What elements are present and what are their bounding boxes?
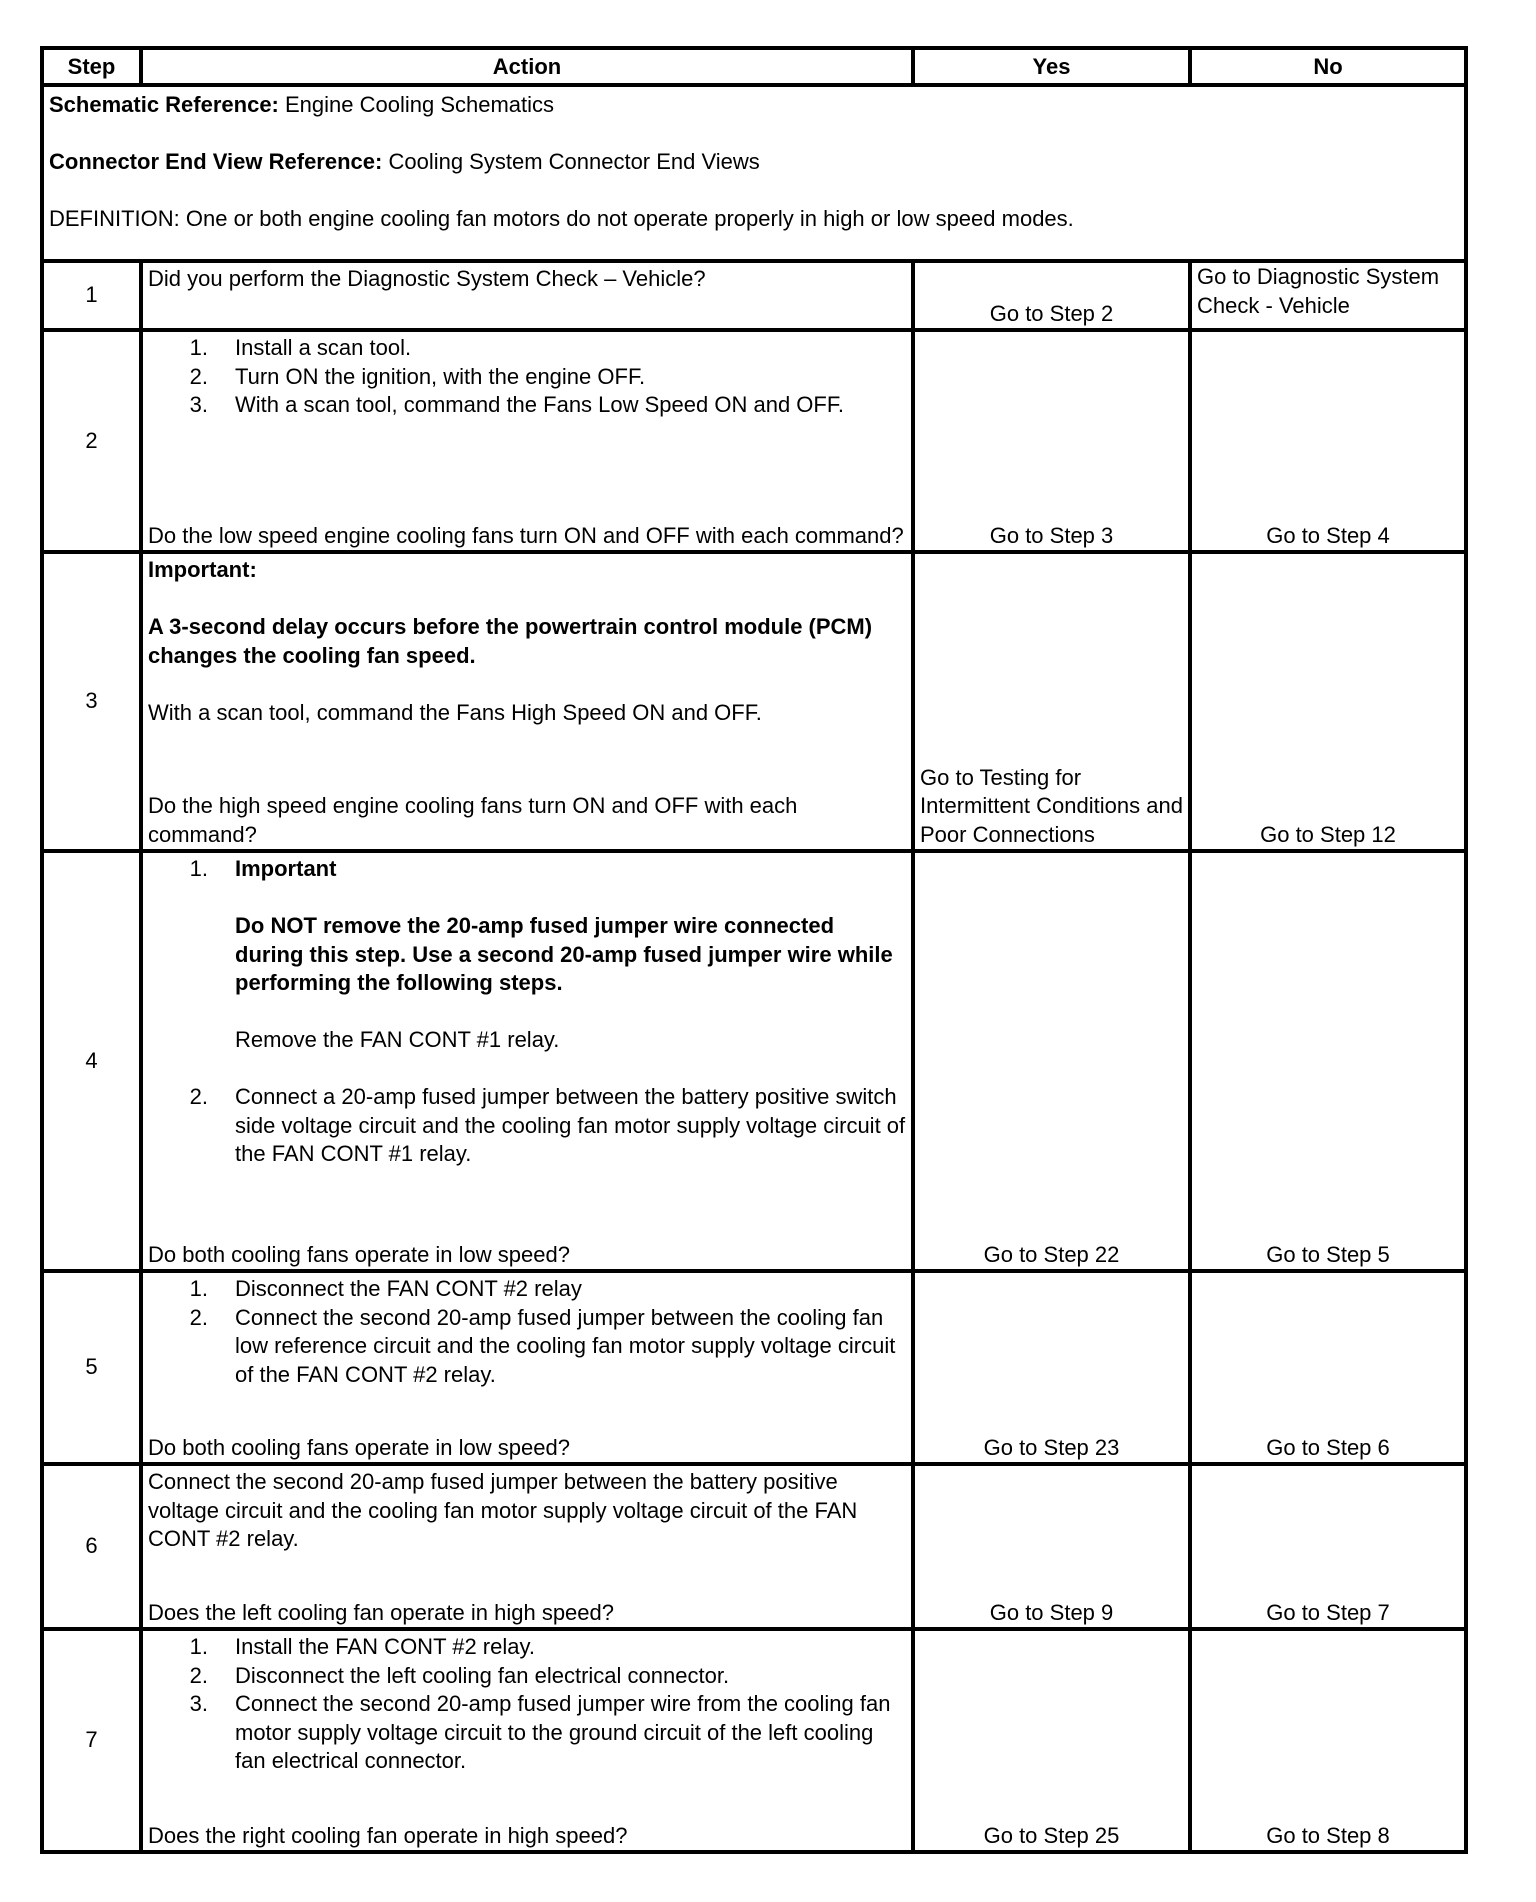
list-text [235, 334, 906, 363]
action-cell [141, 851, 913, 1271]
list-number: 1. [189, 1634, 208, 1659]
header-step: Step [42, 48, 141, 85]
list-text [235, 855, 906, 1083]
no-result: Go to Step 6 [1190, 1271, 1466, 1464]
list-number: 2. [189, 1662, 208, 1688]
header-yes: Yes [913, 48, 1190, 85]
no-result: Go to Step 4 [1190, 330, 1466, 552]
list-number: 2. [189, 1084, 208, 1109]
question: Do the high speed engine cooling fans turn ON and OFF with each command? [148, 793, 798, 847]
yes-result: Go to Step 3 [913, 330, 1190, 552]
list-text [235, 1275, 906, 1304]
yes-result: Go to Testing for Intermittent Conditions and Poor Connections [913, 552, 1190, 851]
action-content [148, 265, 906, 328]
connector-label: Connector End View Reference: [49, 149, 383, 174]
list-text [235, 1633, 906, 1662]
list-item [148, 391, 906, 420]
list-item [148, 1083, 906, 1169]
list-number: 2. [189, 1304, 208, 1330]
spacer [148, 670, 906, 699]
table-row [42, 261, 1466, 330]
no-result: Go to Step 12 [1190, 552, 1466, 851]
list-line: Disconnect the FAN CONT #2 relay [235, 1276, 582, 1301]
table-row [42, 1271, 1466, 1464]
list-line: Connect a 20-amp fused jumper between the battery positive switch side voltage circuit and the cooling fan motor supply voltage circuit of the FAN CONT #1 relay. [235, 1084, 906, 1166]
diagnostic-table [40, 46, 1468, 1854]
action-content [148, 1633, 906, 1850]
spacer [148, 585, 906, 614]
step-number: 1 [42, 261, 141, 330]
list-text [235, 1690, 906, 1776]
yes-result: Go to Step 23 [913, 1271, 1190, 1464]
connector-reference [49, 148, 1459, 177]
action-paragraph: Connect the second 20-amp fused jumper between the battery positive voltage circuit and the cooling fan motor supply voltage circuit of the FAN CONT #2 relay. [148, 1469, 858, 1551]
table-row [42, 851, 1466, 1271]
table-row [42, 1464, 1466, 1629]
list-text [235, 363, 906, 392]
action-content [148, 855, 906, 1269]
no-result: Go to Step 5 [1190, 851, 1466, 1271]
list-item [148, 1304, 906, 1390]
definition: DEFINITION: One or both engine cooling fan motors do not operate properly in high or low speed modes. [49, 206, 1074, 231]
info-row [42, 85, 1466, 261]
step-number: 7 [42, 1629, 141, 1852]
list-text [235, 391, 906, 420]
action-paragraph: With a scan tool, command the Fans High Speed ON and OFF. [148, 699, 762, 725]
list-line: Connect the second 20-amp fused jumper wire from the cooling fan motor supply voltage circuit to the ground circuit of the left cooling fan electrical connector. [235, 1691, 891, 1773]
action-content [148, 334, 906, 550]
action-paragraph: Did you perform the Diagnostic System Check – Vehicle? [148, 266, 706, 291]
action-cell [141, 552, 913, 851]
yes-result: Go to Step 2 [913, 261, 1190, 330]
no-result: Go to Diagnostic System Check - Vehicle [1190, 261, 1466, 330]
step-number: 4 [42, 851, 141, 1271]
action-cell [141, 1464, 913, 1629]
action-cell [141, 1629, 913, 1852]
list-text [235, 1662, 906, 1691]
question: Does the right cooling fan operate in high speed? [148, 1822, 628, 1848]
list-line: With a scan tool, command the Fans Low Speed ON and OFF. [235, 392, 844, 417]
table-row [42, 1629, 1466, 1852]
no-result: Go to Step 8 [1190, 1629, 1466, 1852]
step-number: 5 [42, 1271, 141, 1464]
table-row [42, 330, 1466, 552]
action-cell [141, 330, 913, 552]
list-text [235, 1083, 906, 1169]
yes-result: Go to Step 9 [913, 1464, 1190, 1629]
step-number: 3 [42, 552, 141, 851]
list-line: Do NOT remove the 20-amp fused jumper wire connected during this step. Use a second 20-amp fused jumper wire while performing the following steps. [235, 913, 893, 995]
action-content [148, 1468, 906, 1627]
list-line: Connect the second 20-amp fused jumper between the cooling fan low reference circuit and the cooling fan motor supply voltage circuit of the FAN CONT #2 relay. [235, 1304, 896, 1387]
no-result: Go to Step 7 [1190, 1464, 1466, 1629]
table-row [42, 552, 1466, 851]
step-number: 6 [42, 1464, 141, 1629]
step-number: 2 [42, 330, 141, 552]
spacer [235, 998, 906, 1027]
list-line: Turn ON the ignition, with the engine OFF. [235, 363, 646, 389]
list-line: Disconnect the left cooling fan electrical connector. [235, 1662, 730, 1688]
action-paragraph: Important: [148, 557, 257, 582]
action-cell [141, 261, 913, 330]
yes-result: Go to Step 22 [913, 851, 1190, 1271]
action-content [148, 1275, 906, 1462]
list-number: 1. [189, 1276, 208, 1301]
header-no: No [1190, 48, 1466, 85]
list-line: Remove the FAN CONT #1 relay. [235, 1027, 560, 1052]
question: Do both cooling fans operate in low speed? [148, 1241, 570, 1267]
list-number: 1. [189, 335, 208, 360]
schematic-label: Schematic Reference: [49, 92, 279, 117]
list-line: Install the FAN CONT #2 relay. [235, 1634, 535, 1659]
list-number: 1. [189, 856, 208, 881]
question: Does the left cooling fan operate in high speed? [148, 1599, 614, 1625]
list-item [148, 1633, 906, 1662]
header-action: Action [141, 48, 913, 85]
list-item [148, 334, 906, 363]
info-cell [42, 85, 1466, 261]
list-item [148, 855, 906, 1083]
list-line: Important [235, 856, 337, 881]
list-item [148, 363, 906, 392]
question: Do the low speed engine cooling fans turn ON and OFF with each command? [148, 522, 904, 548]
list-item [148, 1275, 906, 1304]
list-line: Install a scan tool. [235, 335, 412, 360]
list-text [235, 1304, 906, 1390]
question: Do both cooling fans operate in low speed? [148, 1434, 570, 1460]
schematic-reference [49, 91, 1459, 120]
action-cell [141, 1271, 913, 1464]
list-item [148, 1690, 906, 1776]
list-number: 3. [189, 392, 208, 417]
list-item [148, 1662, 906, 1691]
action-content [148, 556, 906, 849]
action-paragraph: A 3-second delay occurs before the powertrain control module (PCM) changes the cooling fan speed. [148, 614, 873, 668]
spacer [235, 1055, 906, 1084]
spacer [235, 884, 906, 913]
header-row [42, 48, 1466, 85]
schematic-value: Engine Cooling Schematics [278, 92, 555, 117]
connector-value: Cooling System Connector End Views [382, 149, 760, 174]
yes-result: Go to Step 25 [913, 1629, 1190, 1852]
list-number: 3. [189, 1691, 208, 1716]
list-number: 2. [189, 363, 208, 389]
